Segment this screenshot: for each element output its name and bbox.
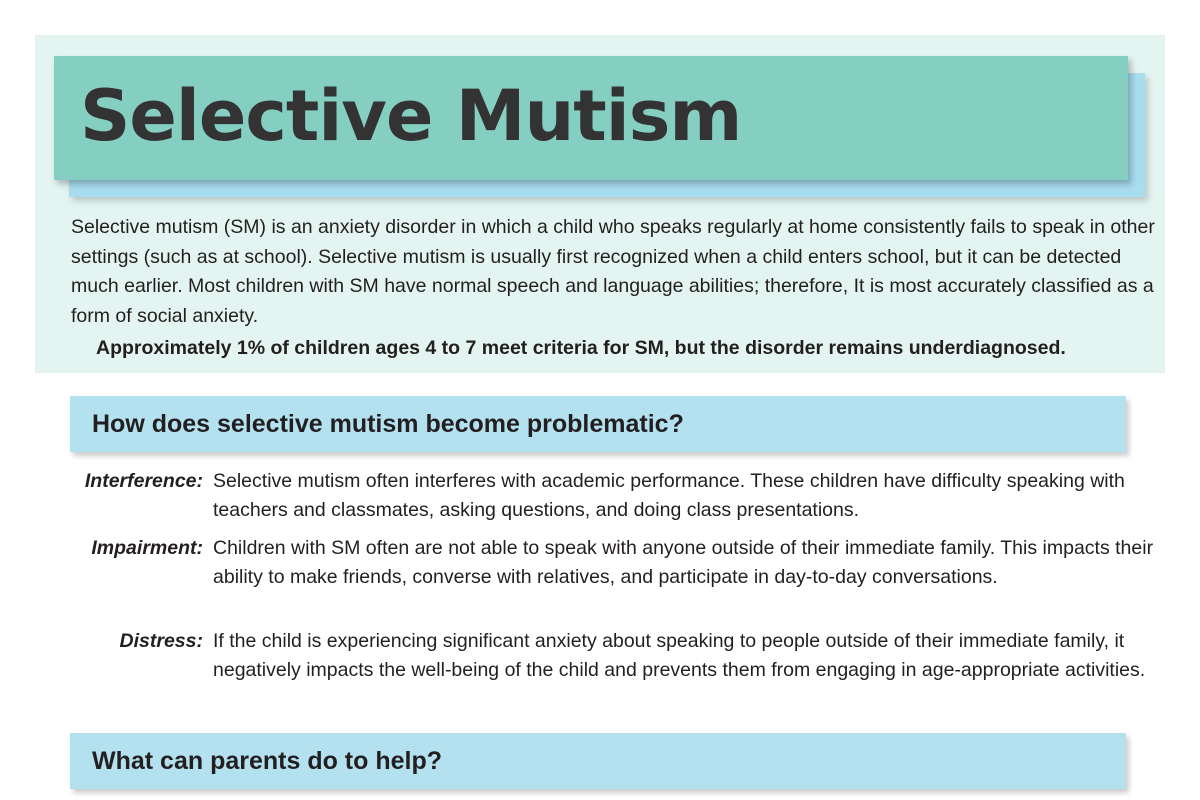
term-description: Selective mutism often interferes with academic performance. These children have difficulty speaking with teachers and classmates, asking questions, and doing class presentations. [213,470,1125,521]
section-header-parents-help [70,733,1126,789]
page-title: Selective Mutism [80,75,742,157]
term-description: Children with SM often are not able to speak with anyone outside of their immediate family. This impacts their ability to make friends, converse with relatives, and participate in day-to-day conversations. [213,537,1154,588]
section-heading: What can parents do to help? [92,747,443,775]
term-label: Distress: [119,630,203,652]
term-label: Impairment: [91,537,203,559]
section-heading: How does selective mutism become problematic? [92,410,684,438]
section-header-problematic [70,396,1126,452]
prevalence-statistic: Approximately 1% of children ages 4 to 7 meet criteria for SM, but the disorder remains underdiagnosed. [96,337,1066,359]
term-label: Interference: [84,470,203,492]
term-description: If the child is experiencing significant anxiety about speaking to people outside of their immediate family, it negatively impacts the well-being of the child and prevents them from engaging in age-appropriate activities. [213,630,1146,681]
intro-paragraph: Selective mutism (SM) is an anxiety disorder in which a child who speaks regularly at home consistently fails to speak in other settings (such as at school). Selective mutism is usually first recognized when a child enters school, but it can be detected much earlier. Most children with SM have normal speech and language abilities; therefore, It is most accurately classified as a form of social anxiety. [71,216,1155,327]
